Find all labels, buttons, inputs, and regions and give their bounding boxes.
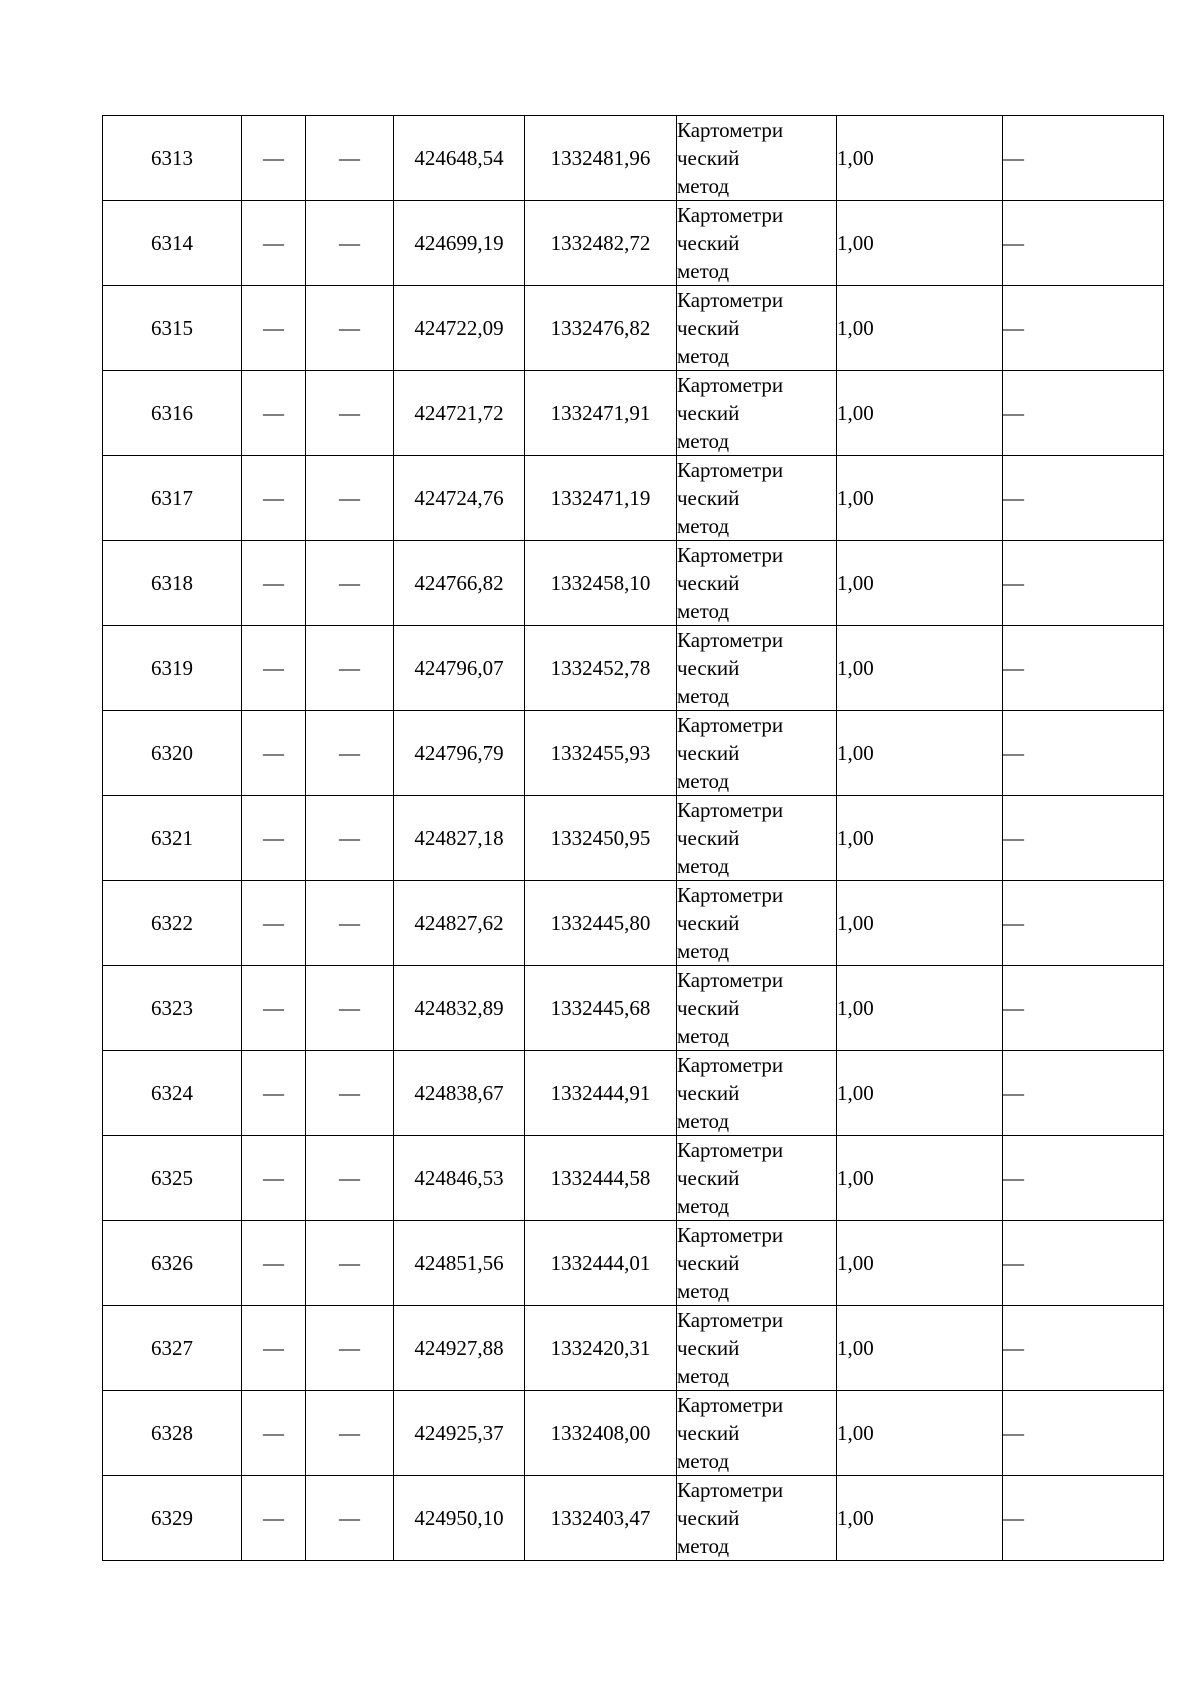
- note-cell: —: [1003, 116, 1164, 201]
- empty-value-cell: —: [242, 796, 306, 881]
- method-text-line: метод: [677, 1449, 730, 1473]
- method-text-line: ческий: [677, 826, 740, 850]
- table-row: [103, 1391, 1164, 1476]
- method-text-line: ческий: [677, 1336, 740, 1360]
- empty-value-cell: —: [242, 1476, 306, 1561]
- x-coordinate-cell: 424950,10: [394, 1476, 525, 1561]
- y-coordinate-cell: 1332408,00: [525, 1391, 677, 1476]
- empty-value-cell: —: [242, 1051, 306, 1136]
- empty-value-cell: —: [242, 1221, 306, 1306]
- table-row: [103, 796, 1164, 881]
- x-coordinate-cell: 424851,56: [394, 1221, 525, 1306]
- accuracy-cell: 1,00: [837, 1051, 1003, 1136]
- method-text-line: метод: [677, 1364, 730, 1388]
- empty-value-cell: —: [306, 1221, 394, 1306]
- accuracy-cell: 1,00: [837, 1391, 1003, 1476]
- method-text-line: ческий: [677, 1251, 740, 1275]
- method-cell: [677, 1136, 837, 1221]
- y-coordinate-cell: 1332444,58: [525, 1136, 677, 1221]
- table-row: [103, 1051, 1164, 1136]
- x-coordinate-cell: 424927,88: [394, 1306, 525, 1391]
- accuracy-cell: 1,00: [837, 711, 1003, 796]
- x-coordinate-cell: 424796,07: [394, 626, 525, 711]
- point-number-cell: 6327: [103, 1306, 242, 1391]
- y-coordinate-cell: 1332458,10: [525, 541, 677, 626]
- method-cell: [677, 541, 837, 626]
- point-number-cell: 6314: [103, 201, 242, 286]
- method-text-line: метод: [677, 259, 730, 283]
- accuracy-cell: 1,00: [837, 1221, 1003, 1306]
- table-row: [103, 1476, 1164, 1561]
- method-text-line: метод: [677, 1534, 730, 1558]
- empty-value-cell: —: [306, 1391, 394, 1476]
- method-cell: [677, 966, 837, 1051]
- point-number-cell: 6315: [103, 286, 242, 371]
- accuracy-cell: 1,00: [837, 966, 1003, 1051]
- x-coordinate-cell: 424721,72: [394, 371, 525, 456]
- method-text-line: ческий: [677, 1081, 740, 1105]
- method-text-line: Картометри: [677, 373, 784, 397]
- method-text-line: метод: [677, 1194, 730, 1218]
- method-cell: [677, 286, 837, 371]
- accuracy-cell: 1,00: [837, 541, 1003, 626]
- point-number-cell: 6326: [103, 1221, 242, 1306]
- accuracy-cell: 1,00: [837, 1306, 1003, 1391]
- table-row: [103, 1306, 1164, 1391]
- note-cell: —: [1003, 1051, 1164, 1136]
- table-row: [103, 116, 1164, 201]
- point-number-cell: 6325: [103, 1136, 242, 1221]
- note-cell: —: [1003, 966, 1164, 1051]
- point-number-cell: 6324: [103, 1051, 242, 1136]
- method-text-line: ческий: [677, 316, 740, 340]
- x-coordinate-cell: 424827,18: [394, 796, 525, 881]
- method-text-line: метод: [677, 939, 730, 963]
- method-text-line: Картометри: [677, 203, 784, 227]
- method-text-line: метод: [677, 684, 730, 708]
- empty-value-cell: —: [242, 456, 306, 541]
- method-cell: [677, 201, 837, 286]
- table-row: [103, 711, 1164, 796]
- x-coordinate-cell: 424722,09: [394, 286, 525, 371]
- empty-value-cell: —: [306, 116, 394, 201]
- empty-value-cell: —: [242, 201, 306, 286]
- table-row: [103, 371, 1164, 456]
- table-row: [103, 1221, 1164, 1306]
- x-coordinate-cell: 424796,79: [394, 711, 525, 796]
- empty-value-cell: —: [242, 1391, 306, 1476]
- table-row: [103, 201, 1164, 286]
- y-coordinate-cell: 1332444,01: [525, 1221, 677, 1306]
- note-cell: —: [1003, 201, 1164, 286]
- y-coordinate-cell: 1332482,72: [525, 201, 677, 286]
- point-number-cell: 6316: [103, 371, 242, 456]
- empty-value-cell: —: [242, 711, 306, 796]
- y-coordinate-cell: 1332420,31: [525, 1306, 677, 1391]
- method-text-line: Картометри: [677, 458, 784, 482]
- x-coordinate-cell: 424925,37: [394, 1391, 525, 1476]
- empty-value-cell: —: [242, 541, 306, 626]
- y-coordinate-cell: 1332444,91: [525, 1051, 677, 1136]
- empty-value-cell: —: [242, 1136, 306, 1221]
- method-text-line: Картометри: [677, 1393, 784, 1417]
- empty-value-cell: —: [306, 1136, 394, 1221]
- note-cell: —: [1003, 286, 1164, 371]
- method-cell: [677, 1051, 837, 1136]
- table-row: [103, 626, 1164, 711]
- coordinates-table: [102, 115, 1164, 1561]
- point-number-cell: 6321: [103, 796, 242, 881]
- note-cell: —: [1003, 1391, 1164, 1476]
- method-text-line: метод: [677, 1279, 730, 1303]
- y-coordinate-cell: 1332471,91: [525, 371, 677, 456]
- accuracy-cell: 1,00: [837, 796, 1003, 881]
- empty-value-cell: —: [242, 1306, 306, 1391]
- method-text-line: Картометри: [677, 713, 784, 737]
- y-coordinate-cell: 1332481,96: [525, 116, 677, 201]
- method-cell: [677, 711, 837, 796]
- note-cell: —: [1003, 626, 1164, 711]
- method-text-line: ческий: [677, 146, 740, 170]
- note-cell: —: [1003, 796, 1164, 881]
- empty-value-cell: —: [306, 711, 394, 796]
- empty-value-cell: —: [306, 541, 394, 626]
- method-text-line: Картометри: [677, 1053, 784, 1077]
- point-number-cell: 6329: [103, 1476, 242, 1561]
- accuracy-cell: 1,00: [837, 116, 1003, 201]
- y-coordinate-cell: 1332476,82: [525, 286, 677, 371]
- note-cell: —: [1003, 1476, 1164, 1561]
- method-text-line: метод: [677, 344, 730, 368]
- table-row: [103, 286, 1164, 371]
- empty-value-cell: —: [242, 371, 306, 456]
- method-text-line: ческий: [677, 741, 740, 765]
- method-text-line: ческий: [677, 1506, 740, 1530]
- method-cell: [677, 1306, 837, 1391]
- accuracy-cell: 1,00: [837, 371, 1003, 456]
- x-coordinate-cell: 424766,82: [394, 541, 525, 626]
- method-text-line: ческий: [677, 401, 740, 425]
- accuracy-cell: 1,00: [837, 286, 1003, 371]
- accuracy-cell: 1,00: [837, 881, 1003, 966]
- table-row: [103, 1136, 1164, 1221]
- table-row: [103, 966, 1164, 1051]
- method-text-line: ческий: [677, 1166, 740, 1190]
- note-cell: —: [1003, 881, 1164, 966]
- empty-value-cell: —: [306, 1306, 394, 1391]
- empty-value-cell: —: [306, 201, 394, 286]
- method-cell: [677, 1476, 837, 1561]
- x-coordinate-cell: 424699,19: [394, 201, 525, 286]
- method-cell: [677, 626, 837, 711]
- empty-value-cell: —: [306, 881, 394, 966]
- point-number-cell: 6323: [103, 966, 242, 1051]
- note-cell: —: [1003, 456, 1164, 541]
- note-cell: —: [1003, 1306, 1164, 1391]
- empty-value-cell: —: [242, 116, 306, 201]
- method-text-line: Картометри: [677, 1478, 784, 1502]
- point-number-cell: 6318: [103, 541, 242, 626]
- method-text-line: Картометри: [677, 1138, 784, 1162]
- accuracy-cell: 1,00: [837, 201, 1003, 286]
- y-coordinate-cell: 1332445,68: [525, 966, 677, 1051]
- empty-value-cell: —: [306, 626, 394, 711]
- y-coordinate-cell: 1332450,95: [525, 796, 677, 881]
- x-coordinate-cell: 424832,89: [394, 966, 525, 1051]
- empty-value-cell: —: [306, 371, 394, 456]
- note-cell: —: [1003, 1136, 1164, 1221]
- x-coordinate-cell: 424648,54: [394, 116, 525, 201]
- empty-value-cell: —: [306, 796, 394, 881]
- method-text-line: Картометри: [677, 798, 784, 822]
- y-coordinate-cell: 1332452,78: [525, 626, 677, 711]
- method-text-line: ческий: [677, 571, 740, 595]
- point-number-cell: 6313: [103, 116, 242, 201]
- point-number-cell: 6320: [103, 711, 242, 796]
- method-cell: [677, 796, 837, 881]
- method-text-line: Картометри: [677, 883, 784, 907]
- method-text-line: метод: [677, 854, 730, 878]
- method-text-line: метод: [677, 514, 730, 538]
- note-cell: —: [1003, 711, 1164, 796]
- empty-value-cell: —: [242, 966, 306, 1051]
- method-text-line: метод: [677, 1024, 730, 1048]
- point-number-cell: 6319: [103, 626, 242, 711]
- empty-value-cell: —: [306, 1051, 394, 1136]
- accuracy-cell: 1,00: [837, 1136, 1003, 1221]
- method-text-line: ческий: [677, 1421, 740, 1445]
- empty-value-cell: —: [306, 286, 394, 371]
- empty-value-cell: —: [242, 626, 306, 711]
- method-text-line: ческий: [677, 231, 740, 255]
- table-row: [103, 456, 1164, 541]
- method-text-line: ческий: [677, 911, 740, 935]
- x-coordinate-cell: 424724,76: [394, 456, 525, 541]
- empty-value-cell: —: [306, 1476, 394, 1561]
- point-number-cell: 6317: [103, 456, 242, 541]
- point-number-cell: 6328: [103, 1391, 242, 1476]
- note-cell: —: [1003, 1221, 1164, 1306]
- method-text-line: ческий: [677, 486, 740, 510]
- y-coordinate-cell: 1332403,47: [525, 1476, 677, 1561]
- x-coordinate-cell: 424846,53: [394, 1136, 525, 1221]
- note-cell: —: [1003, 371, 1164, 456]
- method-cell: [677, 1221, 837, 1306]
- method-cell: [677, 1391, 837, 1476]
- method-text-line: метод: [677, 599, 730, 623]
- accuracy-cell: 1,00: [837, 626, 1003, 711]
- empty-value-cell: —: [306, 966, 394, 1051]
- method-text-line: Картометри: [677, 1223, 784, 1247]
- method-cell: [677, 881, 837, 966]
- method-text-line: Картометри: [677, 1308, 784, 1332]
- point-number-cell: 6322: [103, 881, 242, 966]
- method-text-line: метод: [677, 174, 730, 198]
- empty-value-cell: —: [242, 881, 306, 966]
- method-text-line: Картометри: [677, 288, 784, 312]
- method-cell: [677, 371, 837, 456]
- method-cell: [677, 116, 837, 201]
- method-text-line: Картометри: [677, 968, 784, 992]
- y-coordinate-cell: 1332445,80: [525, 881, 677, 966]
- method-text-line: ческий: [677, 996, 740, 1020]
- y-coordinate-cell: 1332455,93: [525, 711, 677, 796]
- empty-value-cell: —: [306, 456, 394, 541]
- note-cell: —: [1003, 541, 1164, 626]
- method-text-line: Картометри: [677, 543, 784, 567]
- method-text-line: метод: [677, 1109, 730, 1133]
- x-coordinate-cell: 424838,67: [394, 1051, 525, 1136]
- method-text-line: метод: [677, 429, 730, 453]
- table-row: [103, 541, 1164, 626]
- accuracy-cell: 1,00: [837, 1476, 1003, 1561]
- method-text-line: Картометри: [677, 628, 784, 652]
- method-text-line: ческий: [677, 656, 740, 680]
- y-coordinate-cell: 1332471,19: [525, 456, 677, 541]
- method-text-line: Картометри: [677, 118, 784, 142]
- coordinates-table-body: [103, 116, 1164, 1561]
- empty-value-cell: —: [242, 286, 306, 371]
- table-row: [103, 881, 1164, 966]
- method-cell: [677, 456, 837, 541]
- x-coordinate-cell: 424827,62: [394, 881, 525, 966]
- accuracy-cell: 1,00: [837, 456, 1003, 541]
- method-text-line: метод: [677, 769, 730, 793]
